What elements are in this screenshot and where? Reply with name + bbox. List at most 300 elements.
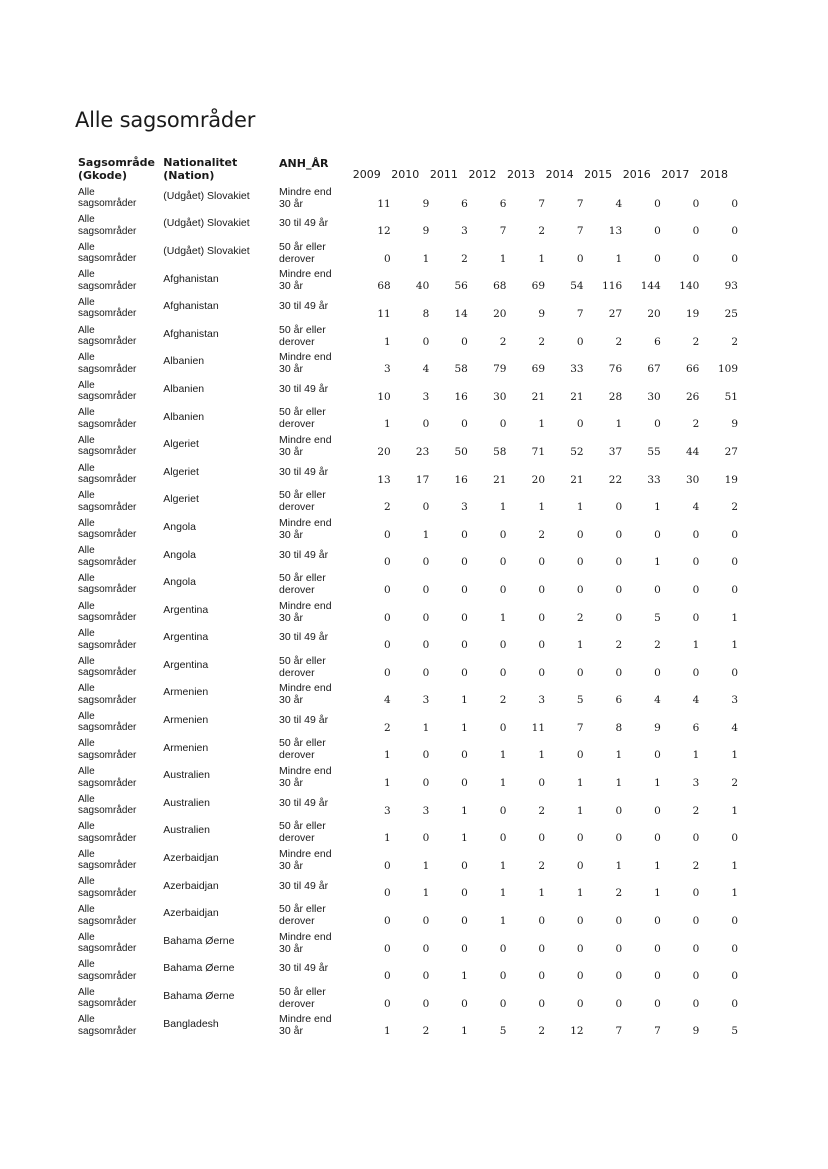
cell-value-2014: 0	[576, 970, 584, 983]
cell-value-2013: 0	[538, 556, 546, 569]
cell-value-2011: 16	[454, 473, 468, 486]
cell-area-line: sagsområder	[78, 694, 137, 706]
cell-value-2016: 0	[654, 528, 661, 541]
cell-value-2013: 0	[538, 583, 546, 596]
cell-area-line: sagsområder	[78, 501, 137, 513]
header-year: 2010	[391, 168, 420, 181]
cell-value-2014: 2	[576, 611, 584, 624]
cell-value-2018: 2	[731, 335, 738, 348]
cell-value-2012: 5	[499, 1025, 507, 1038]
table-row	[78, 375, 738, 403]
cell-age	[279, 430, 352, 458]
cell-nation: Armenien	[163, 741, 209, 754]
cell-value-2018: 109	[717, 363, 738, 376]
cell-area-line: sagsområder	[78, 915, 137, 927]
cell-value-2018: 0	[731, 997, 738, 1010]
cell-value-2016: 0	[654, 418, 661, 431]
cell-value-2009: 0	[384, 583, 391, 596]
cell-area	[78, 541, 163, 569]
cell-age	[279, 817, 352, 845]
cell-age	[279, 761, 352, 789]
cell-area-line: Alle	[78, 324, 95, 336]
cell-area-line: Alle	[78, 655, 95, 667]
cell-value-2012: 7	[499, 225, 507, 238]
cell-age-line: derover	[279, 501, 315, 514]
cell-value-2017: 0	[692, 666, 700, 679]
cell-area	[78, 513, 163, 541]
cell-value-2014: 0	[576, 997, 584, 1010]
cell-age-line: 50 år eller	[279, 240, 326, 253]
cell-area	[78, 596, 163, 624]
cell-value-2016: 4	[654, 694, 661, 707]
cell-area-line: Alle	[78, 904, 95, 916]
cell-value-2011: 0	[461, 749, 468, 762]
cell-age	[279, 265, 352, 293]
cell-value-2010: 40	[415, 280, 430, 293]
cell-value-2018: 2	[731, 777, 738, 790]
cell-area	[78, 624, 163, 652]
cell-area	[78, 237, 163, 265]
cell-value-2013: 2	[538, 225, 546, 238]
cell-area-line: Alle	[78, 766, 95, 778]
cell-area-line: sagsområder	[78, 805, 137, 817]
cell-nation: (Udgået) Slovakiet	[163, 244, 250, 257]
header-area-line1: Sagsområde	[78, 156, 155, 169]
cell-nation: Afghanistan	[163, 272, 219, 285]
cell-area	[78, 706, 163, 734]
cell-value-2013: 0	[538, 611, 546, 624]
cell-value-2016: 0	[654, 666, 661, 679]
cell-value-2011: 0	[461, 418, 468, 431]
cell-nation: Bahama Øerne	[163, 934, 235, 947]
cell-area-line: Alle	[78, 793, 95, 805]
cell-value-2018: 9	[731, 418, 738, 431]
header-year: 2009	[352, 168, 381, 181]
cell-value-2018: 1	[731, 859, 738, 872]
cell-value-2010: 0	[422, 777, 430, 790]
cell-value-2014: 0	[576, 335, 584, 348]
cell-age-line: 50 år eller	[279, 489, 326, 502]
cell-value-2010: 1	[422, 252, 430, 265]
cell-value-2012: 1	[499, 252, 507, 265]
cell-value-2016: 0	[654, 832, 661, 845]
table-row	[78, 430, 738, 458]
cell-value-2014: 0	[576, 942, 584, 955]
cell-value-2012: 0	[499, 997, 507, 1010]
cell-value-2012: 0	[499, 804, 507, 817]
cell-value-2011: 0	[461, 887, 468, 900]
cell-value-2010: 0	[422, 666, 430, 679]
cell-value-2010: 0	[422, 749, 430, 762]
header-year: 2016	[622, 168, 651, 181]
cell-age-line: derover	[279, 915, 315, 928]
cell-value-2013: 9	[538, 307, 546, 320]
cell-area	[78, 348, 163, 376]
cell-value-2015: 2	[615, 639, 623, 652]
cell-age-line: 30 til 49 år	[279, 300, 329, 313]
cell-value-2009: 1	[384, 335, 391, 348]
cell-age	[279, 596, 352, 624]
cell-value-2018: 0	[731, 942, 738, 955]
cell-value-2016: 1	[654, 501, 661, 514]
cell-value-2013: 2	[538, 804, 546, 817]
cell-area-line: sagsområder	[78, 446, 137, 458]
cell-value-2012: 0	[499, 528, 507, 541]
cell-value-2011: 0	[461, 611, 468, 624]
cell-value-2017: 140	[679, 280, 700, 293]
cell-area	[78, 320, 163, 348]
cell-age-line: 30 år	[279, 942, 303, 955]
cell-area	[78, 430, 163, 458]
cell-area	[78, 458, 163, 486]
cell-value-2011: 2	[461, 252, 468, 265]
cell-value-2017: 0	[692, 528, 700, 541]
cell-area	[78, 817, 163, 845]
cell-value-2015: 0	[615, 804, 623, 817]
cell-area	[78, 789, 163, 817]
cell-area-line: sagsområder	[78, 308, 137, 320]
cell-value-2013: 0	[538, 777, 546, 790]
table-row	[78, 1010, 738, 1038]
cell-value-2016: 0	[654, 252, 661, 265]
cell-value-2015: 0	[615, 611, 623, 624]
cell-age	[279, 320, 352, 348]
cell-age-line: 30 år	[279, 528, 303, 541]
cell-age	[279, 872, 352, 900]
cell-value-2012: 0	[499, 970, 507, 983]
cell-age	[279, 403, 352, 431]
cell-value-2018: 27	[724, 445, 738, 458]
table-row	[78, 651, 738, 679]
cell-value-2009: 0	[384, 942, 391, 955]
cell-value-2017: 0	[692, 970, 700, 983]
table-row	[78, 982, 738, 1010]
cell-value-2017: 0	[692, 942, 700, 955]
table-row	[78, 706, 738, 734]
header-age: ANH_ÅR	[279, 156, 329, 170]
cell-value-2018: 0	[731, 556, 738, 569]
cell-value-2015: 22	[608, 473, 623, 486]
cell-area-line: Alle	[78, 1014, 95, 1026]
cell-area-line: sagsområder	[78, 336, 137, 348]
cell-value-2011: 0	[461, 639, 468, 652]
cell-area-line: Alle	[78, 490, 95, 502]
cell-value-2013: 20	[531, 473, 546, 486]
cell-value-2018: 0	[731, 666, 738, 679]
cell-value-2012: 1	[499, 915, 507, 928]
cell-value-2018: 93	[724, 280, 738, 293]
cell-value-2013: 1	[538, 418, 546, 431]
cell-area	[78, 486, 163, 514]
cell-value-2011: 0	[461, 777, 468, 790]
cell-value-2015: 27	[608, 307, 623, 320]
cell-value-2014: 7	[576, 197, 584, 210]
table-row	[78, 541, 738, 569]
cell-value-2018: 0	[731, 970, 738, 983]
table-row	[78, 734, 738, 762]
cell-value-2013: 0	[538, 639, 546, 652]
cell-nation: Argentina	[163, 658, 209, 671]
cell-value-2009: 0	[384, 970, 391, 983]
cell-age	[279, 927, 352, 955]
cell-value-2009: 0	[384, 859, 391, 872]
cell-value-2012: 0	[499, 583, 507, 596]
table-header	[78, 148, 738, 182]
cell-value-2017: 2	[692, 804, 700, 817]
cell-value-2009: 4	[384, 694, 391, 707]
cell-value-2014: 1	[576, 804, 584, 817]
table-row	[78, 568, 738, 596]
cell-value-2014: 7	[576, 307, 584, 320]
cell-value-2012: 0	[499, 666, 507, 679]
cell-value-2011: 58	[454, 363, 468, 376]
cell-area-line: sagsområder	[78, 1025, 137, 1037]
cell-area-line: sagsområder	[78, 639, 137, 651]
cell-age-line: Mindre end	[279, 1013, 332, 1026]
table-row	[78, 844, 738, 872]
cell-age	[279, 486, 352, 514]
cell-value-2015: 1	[615, 252, 623, 265]
table-row	[78, 624, 738, 652]
header-year: 2015	[584, 168, 613, 181]
cell-value-2015: 0	[615, 666, 623, 679]
cell-age-line: Mindre end	[279, 516, 332, 529]
cell-nation: Afghanistan	[163, 300, 219, 313]
cell-age	[279, 651, 352, 679]
table-row	[78, 265, 738, 293]
cell-value-2010: 3	[422, 694, 430, 707]
cell-value-2017: 0	[692, 197, 700, 210]
cell-area-line: Alle	[78, 710, 95, 722]
cell-age-line: Mindre end	[279, 351, 332, 364]
cell-value-2016: 9	[654, 721, 661, 734]
header-year: 2013	[507, 168, 536, 181]
cell-area	[78, 982, 163, 1010]
cell-value-2010: 1	[422, 859, 430, 872]
cell-age-line: Mindre end	[279, 765, 332, 778]
cell-area-line: sagsområder	[78, 391, 137, 403]
cell-value-2015: 1	[615, 777, 623, 790]
cell-value-2014: 0	[576, 749, 584, 762]
cell-age-line: 30 til 49 år	[279, 962, 329, 975]
cell-value-2012: 1	[499, 859, 507, 872]
cell-value-2018: 1	[731, 639, 738, 652]
cell-value-2015: 0	[615, 832, 623, 845]
cell-age-line: 30 til 49 år	[279, 631, 329, 644]
cell-area-line: Alle	[78, 352, 95, 364]
cell-value-2014: 52	[570, 445, 584, 458]
cell-age	[279, 955, 352, 983]
cell-value-2012: 68	[493, 280, 507, 293]
cell-value-2009: 2	[384, 501, 391, 514]
cell-age-line: 50 år eller	[279, 323, 326, 336]
cell-area-line: sagsområder	[78, 280, 137, 292]
cell-value-2015: 76	[608, 363, 623, 376]
cell-age	[279, 375, 352, 403]
cell-value-2016: 0	[654, 942, 661, 955]
cell-nation: Albanien	[163, 355, 205, 368]
cell-value-2010: 17	[415, 473, 430, 486]
cell-area-line: sagsområder	[78, 943, 137, 955]
cell-nation: Australien	[163, 769, 210, 782]
cell-value-2015: 1	[615, 418, 623, 431]
cell-value-2010: 3	[422, 804, 430, 817]
cell-age-line: 50 år eller	[279, 406, 326, 419]
cell-area-line: Alle	[78, 600, 95, 612]
cell-value-2015: 0	[615, 528, 623, 541]
cell-value-2018: 1	[731, 749, 738, 762]
cell-age	[279, 568, 352, 596]
cell-value-2013: 0	[538, 915, 546, 928]
cell-value-2011: 3	[461, 501, 468, 514]
cell-value-2012: 1	[499, 611, 507, 624]
cell-value-2011: 1	[461, 970, 468, 983]
cell-value-2011: 0	[461, 859, 468, 872]
cell-value-2013: 7	[538, 197, 546, 210]
cell-area-line: sagsområder	[78, 529, 137, 541]
cell-value-2011: 0	[461, 915, 468, 928]
cell-area-line: Alle	[78, 517, 95, 529]
cell-area	[78, 872, 163, 900]
cell-value-2017: 0	[692, 611, 700, 624]
cell-value-2018: 0	[731, 225, 738, 238]
cell-value-2018: 5	[731, 1025, 738, 1038]
cell-area-line: Alle	[78, 876, 95, 888]
cell-value-2009: 0	[384, 915, 391, 928]
table-row	[78, 486, 738, 514]
cell-value-2010: 3	[422, 390, 430, 403]
cell-value-2018: 4	[731, 721, 738, 734]
cell-value-2012: 0	[499, 942, 507, 955]
cell-value-2009: 1	[384, 832, 391, 845]
cell-value-2016: 1	[654, 777, 661, 790]
cell-value-2011: 6	[461, 197, 468, 210]
cell-area-line: sagsområder	[78, 556, 137, 568]
cell-value-2016: 5	[654, 611, 661, 624]
cell-value-2010: 1	[422, 528, 430, 541]
cell-value-2010: 0	[422, 970, 430, 983]
cell-value-2018: 0	[731, 528, 738, 541]
cell-value-2018: 1	[731, 887, 738, 900]
cell-area	[78, 265, 163, 293]
table-row	[78, 210, 738, 238]
cell-value-2012: 20	[493, 307, 507, 320]
cell-area-line: sagsområder	[78, 777, 137, 789]
cell-value-2018: 0	[731, 197, 738, 210]
cell-nation: (Udgået) Slovakiet	[163, 217, 250, 230]
cell-value-2017: 1	[692, 639, 700, 652]
cell-age-line: Mindre end	[279, 599, 332, 612]
cell-value-2015: 0	[615, 915, 623, 928]
cell-age-line: derover	[279, 832, 315, 845]
cell-value-2014: 5	[576, 694, 584, 707]
cell-age-line: Mindre end	[279, 682, 332, 695]
cell-value-2016: 0	[654, 915, 661, 928]
cell-value-2010: 0	[422, 942, 430, 955]
cell-value-2011: 0	[461, 997, 468, 1010]
cell-value-2016: 1	[654, 859, 661, 872]
cell-value-2016: 0	[654, 583, 661, 596]
cell-age-line: 50 år eller	[279, 903, 326, 916]
cell-value-2016: 30	[647, 390, 661, 403]
cell-value-2014: 54	[570, 280, 584, 293]
cell-area	[78, 844, 163, 872]
table-row	[78, 320, 738, 348]
cell-age-line: derover	[279, 335, 315, 348]
cell-value-2011: 0	[461, 556, 468, 569]
cell-value-2016: 0	[654, 749, 661, 762]
cell-value-2015: 28	[608, 390, 623, 403]
cell-value-2017: 0	[692, 832, 700, 845]
cell-value-2009: 0	[384, 556, 391, 569]
cell-value-2016: 20	[647, 307, 661, 320]
cell-value-2018: 1	[731, 611, 738, 624]
cell-area-line: sagsområder	[78, 722, 137, 734]
cell-age-line: 30 år	[279, 197, 303, 210]
cell-value-2012: 2	[499, 335, 507, 348]
cell-age-line: Mindre end	[279, 847, 332, 860]
cell-area	[78, 375, 163, 403]
cell-value-2017: 66	[685, 363, 700, 376]
cell-area-line: sagsområder	[78, 418, 137, 430]
cell-nation: Argentina	[163, 631, 209, 644]
header-year: 2018	[700, 168, 728, 181]
cell-value-2017: 44	[685, 445, 700, 458]
cell-area-line: sagsområder	[78, 584, 137, 596]
cell-value-2015: 2	[615, 335, 623, 348]
cell-value-2015: 1	[615, 859, 623, 872]
cell-age-line: Mindre end	[279, 433, 332, 446]
cell-age	[279, 458, 352, 486]
cell-value-2016: 0	[654, 804, 661, 817]
cell-value-2009: 11	[377, 307, 391, 320]
cell-nation: Bahama Øerne	[163, 962, 235, 975]
cell-value-2018: 1	[731, 804, 738, 817]
cell-value-2014: 0	[576, 556, 584, 569]
cell-age-line: derover	[279, 252, 315, 265]
cell-value-2011: 0	[461, 583, 468, 596]
cell-area-line: Alle	[78, 986, 95, 998]
cell-value-2009: 3	[384, 363, 391, 376]
table-row	[78, 403, 738, 431]
cell-value-2015: 116	[602, 280, 623, 293]
cell-age-line: 50 år eller	[279, 985, 326, 998]
cell-value-2018: 3	[731, 694, 738, 707]
cell-value-2009: 1	[384, 777, 391, 790]
cell-age	[279, 679, 352, 707]
cell-value-2012: 30	[493, 390, 507, 403]
cell-value-2018: 51	[724, 390, 738, 403]
cell-value-2014: 0	[576, 915, 584, 928]
cell-value-2012: 0	[499, 721, 507, 734]
cell-value-2017: 3	[692, 777, 700, 790]
cell-value-2014: 33	[570, 363, 584, 376]
cell-age	[279, 292, 352, 320]
cell-value-2010: 9	[422, 197, 430, 210]
cell-value-2012: 0	[499, 556, 507, 569]
cell-value-2013: 69	[531, 363, 546, 376]
cell-nation: Angola	[163, 576, 196, 589]
cell-value-2009: 2	[384, 721, 391, 734]
cell-area-line: sagsområder	[78, 253, 137, 265]
cell-age-line: 50 år eller	[279, 737, 326, 750]
cell-value-2016: 0	[654, 225, 661, 238]
cell-value-2013: 3	[538, 694, 546, 707]
cell-value-2014: 1	[576, 777, 584, 790]
cell-value-2013: 11	[531, 721, 546, 734]
cell-nation: Albanien	[163, 382, 205, 395]
cell-value-2013: 69	[531, 280, 546, 293]
